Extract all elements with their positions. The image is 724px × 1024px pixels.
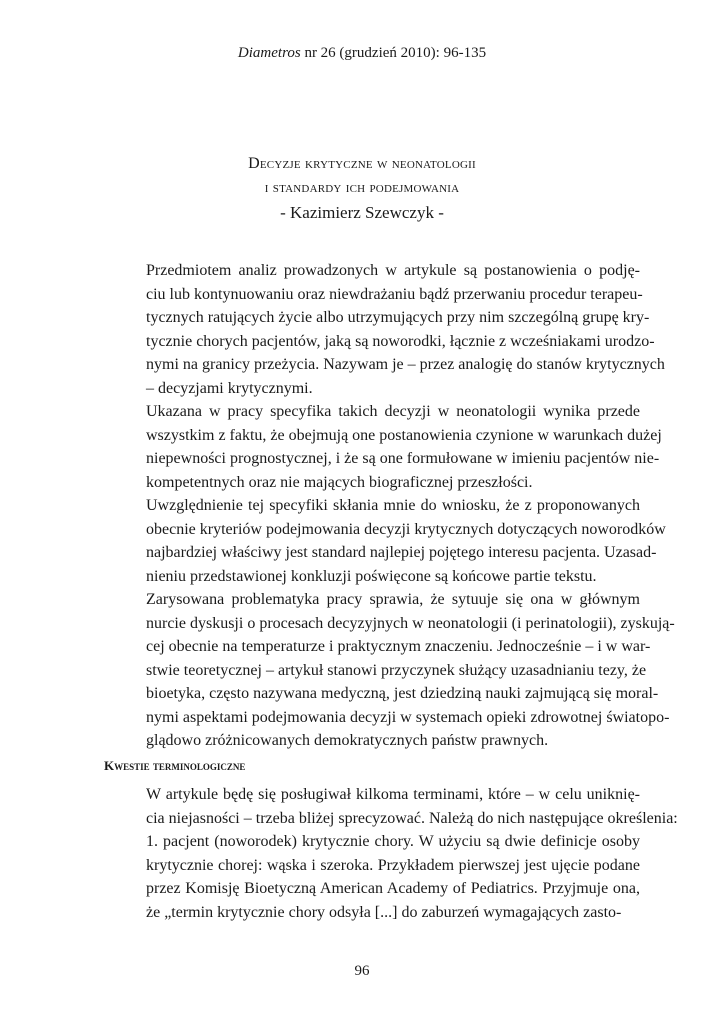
text-line: wszystkim z faktu, że obejmują one postanowienia czynione w warunkach dużej xyxy=(146,426,662,444)
abstract-paragraph-1 xyxy=(104,259,665,400)
text-line: ciu lub kontynuowaniu oraz niewdrażaniu bądź przerwaniu procedur terapeu- xyxy=(146,285,643,303)
text-line: tycznych ratujących życie albo utrzymujących przy nim szczególną grupę kry- xyxy=(146,309,650,326)
text-line: glądowo zróżnicowanych demokratycznych państw prawnych. xyxy=(146,732,549,749)
text-line: nurcie dyskusji o procesach decyzyjnych w neonatologii (i perinatologii), zyskują- xyxy=(146,614,675,632)
text-line: najbardziej właściwy jest standard najlepiej pojętego interesu pacjenta. Uzasad- xyxy=(146,544,657,561)
text-line: krytycznie chorej: wąska i szeroka. Przykładem pierwszej jest ujęcie podane xyxy=(146,856,640,874)
abstract-paragraph-4 xyxy=(104,588,675,753)
abstract-paragraph-2 xyxy=(104,400,662,494)
text-line: 1. pacjent (noworodek) krytycznie chory. W użyciu są dwie definicje osoby xyxy=(146,833,640,850)
article-title-line-1: Decyzje krytyczne w neonatologii xyxy=(248,155,476,172)
text-line: Uwzględnienie tej specyfiki skłania mnie do wniosku, że z proponowanych xyxy=(146,497,640,514)
section-intro-paragraph xyxy=(104,783,678,830)
text-line: tycznie chorych pacjentów, jaką są noworodki, łącznie z wcześniakami urodzo- xyxy=(146,332,655,350)
abstract-paragraph-3 xyxy=(104,494,666,588)
running-header xyxy=(0,44,724,62)
text-line: Przedmiotem analiz prowadzonych w artykule są postanowienia o podję- xyxy=(146,262,640,279)
text-line: przez Komisję Bioetyczną American Academy of Pediatrics. Przyjmuje ona, xyxy=(146,880,640,897)
text-line: Ukazana w pracy specyfika takich decyzji w neonatologii wynika przede xyxy=(146,403,640,420)
text-line: stwie teoretycznej – artykuł stanowi przyczynek służący uzasadnianiu tezy, że xyxy=(146,661,647,679)
text-line: kompetentnych oraz nie mających biograficznej przeszłości. xyxy=(146,473,533,491)
abstract xyxy=(104,259,675,753)
definition-item-1 xyxy=(104,830,640,924)
text-line: cia niejasności – trzeba bliżej sprecyzować. Należą do nich następujące określenia: xyxy=(146,809,678,827)
text-line: W artykule będę się posługiwał kilkoma terminami, które – w celu uniknię- xyxy=(146,786,640,803)
text-line: że „termin krytycznie chory odsyła [...] do zaburzeń wymagających zasto- xyxy=(146,903,622,921)
text-line: – decyzjami krytycznymi. xyxy=(146,379,313,397)
text-line: bioetyka, często nazywana medyczną, jest dziedziną nauki zajmującą się moral- xyxy=(146,685,659,702)
text-line: nymi aspektami podejmowania decyzji w systemach opieki zdrowotnej światopo- xyxy=(146,708,670,726)
text-line: Zarysowana problematyka pracy sprawia, że sytuuje się ona w głównym xyxy=(146,591,640,608)
article-title-line-2: i standardy ich podejmowania xyxy=(264,179,460,196)
title-block xyxy=(0,152,724,225)
terminology-section xyxy=(104,783,678,924)
page-number: 96 xyxy=(354,963,370,979)
journal-name: Diametros xyxy=(237,45,301,61)
author-name: - Kazimierz Szewczyk - xyxy=(280,203,444,222)
text-line: obecnie kryteriów podejmowania decyzji krytycznych dotyczących noworodków xyxy=(146,520,666,538)
text-line: cej obecnie na temperaturze i praktycznym znaczeniu. Jednocześnie – i w war- xyxy=(146,638,651,655)
issue-info: nr 26 (grudzień 2010): 96-135 xyxy=(300,45,487,61)
section-heading: Kwestie terminologiczne xyxy=(104,758,246,773)
text-line: niepewności prognostycznej, i że są one formułowane w imieniu pacjentów nie- xyxy=(146,450,660,467)
text-line: nymi na granicy przeżycia. Nazywam je – przez analogię do stanów krytycznych xyxy=(146,356,665,373)
text-line: nieniu przedstawionej konkluzji poświęcone są końcowe partie tekstu. xyxy=(146,567,597,585)
